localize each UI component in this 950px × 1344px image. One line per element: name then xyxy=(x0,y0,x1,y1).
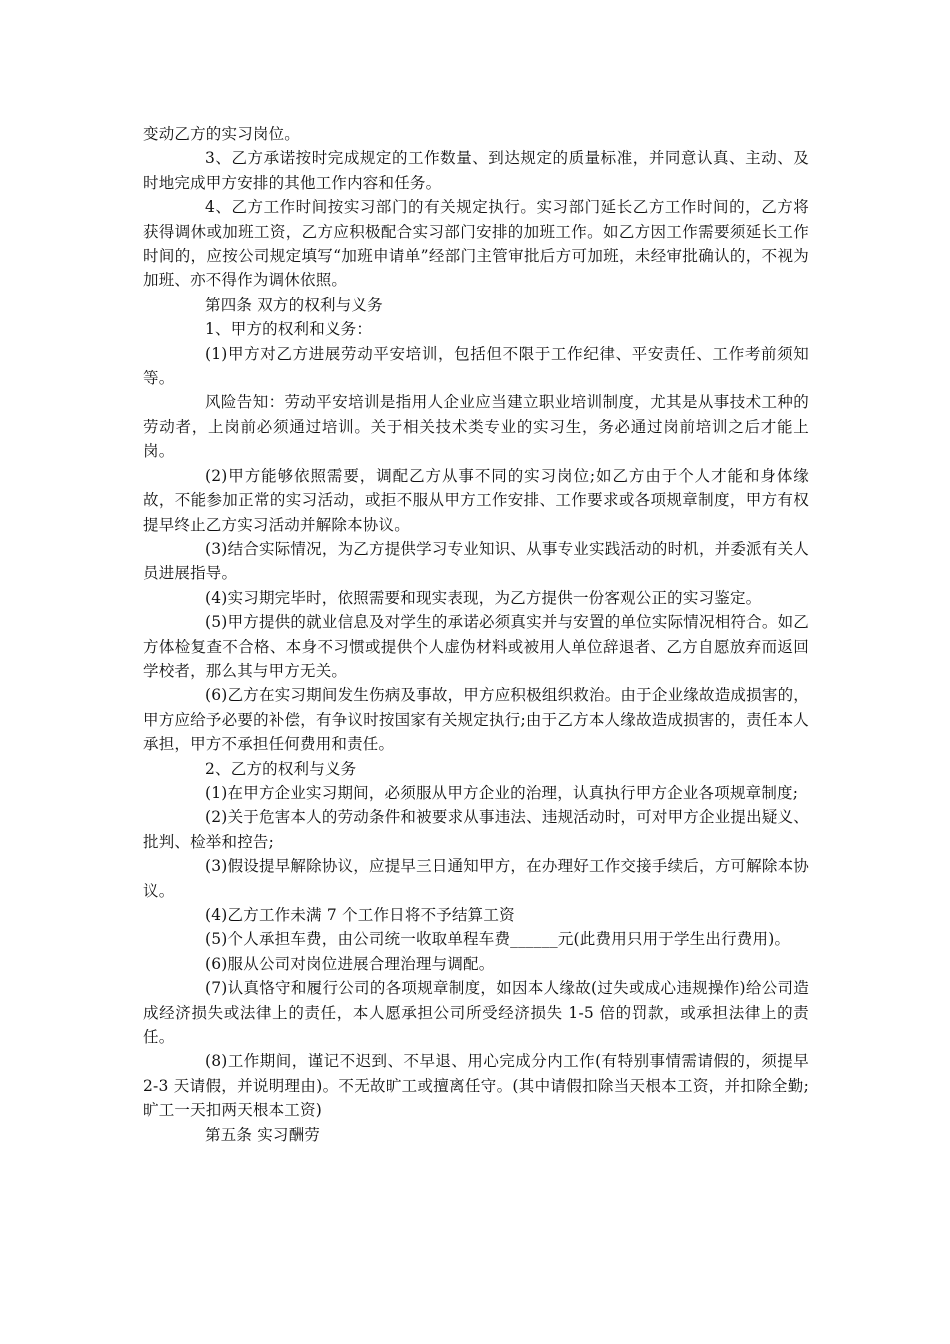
document-body xyxy=(143,122,809,1147)
paragraph: (6)乙方在实习期间发生伤病及事故，甲方应积极组织救治。由于企业缘故造成损害的，甲方应给予必要的补偿，有争议时按国家有关规定执行;由于乙方本人缘故造成损害的，责任本人承担，甲方不承担任何费用和责任。 xyxy=(143,686,809,754)
paragraph: 4、乙方工作时间按实习部门的有关规定执行。实习部门延长乙方工作时间的，乙方将获得调休或加班工资，乙方应积极配合实习部门安排的加班工作。如乙方因工作需要须延长工作时间的，应按公司规定填写“加班申请单”经部门主管审批后方可加班，未经审批确认的，不视为加班、亦不得作为调休依照。 xyxy=(143,198,809,290)
paragraph: (1)甲方对乙方进展劳动平安培训，包括但不限于工作纪律、平安责任、工作考前须知等。 xyxy=(143,344,809,388)
paragraph: (1)在甲方企业实习期间，必须服从甲方企业的治理，认真执行甲方企业各项规章制度; xyxy=(205,783,799,802)
paragraph: 变动乙方的实习岗位。 xyxy=(143,125,301,143)
paragraph: 3、乙方承诺按时完成规定的工作数量、到达规定的质量标准，并同意认真、主动、及时地完成甲方安排的其他工作内容和任务。 xyxy=(143,149,809,192)
paragraph: 风险告知：劳动平安培训是指用人企业应当建立职业培训制度，尤其是从事技术工种的劳动者，上岗前必须通过培训。关于相关技术类专业的实习生，务必通过岗前培训之后才能上岗。 xyxy=(143,393,809,461)
subsection-heading: 1、甲方的权利和义务： xyxy=(205,320,373,339)
section-heading: 第五条 实习酬劳 xyxy=(205,1125,321,1144)
paragraph: (5)甲方提供的就业信息及对学生的承诺必须真实并与安置的单位实际情况相符合。如乙方体检复查不合格、本身不习惯或提供个人虚伪材料或被用人单位辞退者、乙方自愿放弃而返回学校者，那么其与甲方无关。 xyxy=(143,613,809,680)
paragraph: (7)认真恪守和履行公司的各项规章制度，如因本人缘故(过失或成心违规操作)给公司造成经济损失或法律上的责任，本人愿承担公司所受经济损失 1-5 倍的罚款，或承担法律上的责任。 xyxy=(143,979,809,1047)
section-heading: 第四条 双方的权利与义务 xyxy=(205,295,383,314)
paragraph: (2)甲方能够依照需要，调配乙方从事不同的实习岗位;如乙方由于个人才能和身体缘故，不能参加正常的实习活动，或拒不服从甲方工作安排、工作要求或各项规章制度，甲方有权提早终止乙方实习活动并解除本协议。 xyxy=(143,466,809,534)
paragraph: (6)服从公司对岗位进展合理治理与调配。 xyxy=(205,954,495,973)
paragraph: (4)乙方工作未满 7 个工作日将不予结算工资 xyxy=(205,906,515,924)
paragraph: (5)个人承担车费，由公司统一收取单程车费______元(此费用只用于学生出行费用)。 xyxy=(205,930,791,949)
paragraph: (8)工作期间，谨记不迟到、不早退、用心完成分内工作(有特别事情需请假的，须提早 2-3 天请假，并说明理由)。不无故旷工或擅离任守。(其中请假扣除当天根本工资，并扣除全勤;旷工一天扣两天根本工资) xyxy=(143,1052,809,1120)
subsection-heading: 2、乙方的权利与义务 xyxy=(205,759,357,778)
paragraph: (3)假设提早解除协议，应提早三日通知甲方，在办理好工作交接手续后，方可解除本协议。 xyxy=(143,857,809,900)
paragraph: (2)关于危害本人的劳动条件和被要求从事违法、违规活动时，可对甲方企业提出疑义、批判、检举和控告; xyxy=(143,808,809,851)
paragraph: (4)实习期完毕时，依照需要和现实表现，为乙方提供一份客观公正的实习鉴定。 xyxy=(205,588,762,607)
paragraph: (3)结合实际情况，为乙方提供学习专业知识、从事专业实践活动的时机，并委派有关人员进展指导。 xyxy=(143,539,809,583)
